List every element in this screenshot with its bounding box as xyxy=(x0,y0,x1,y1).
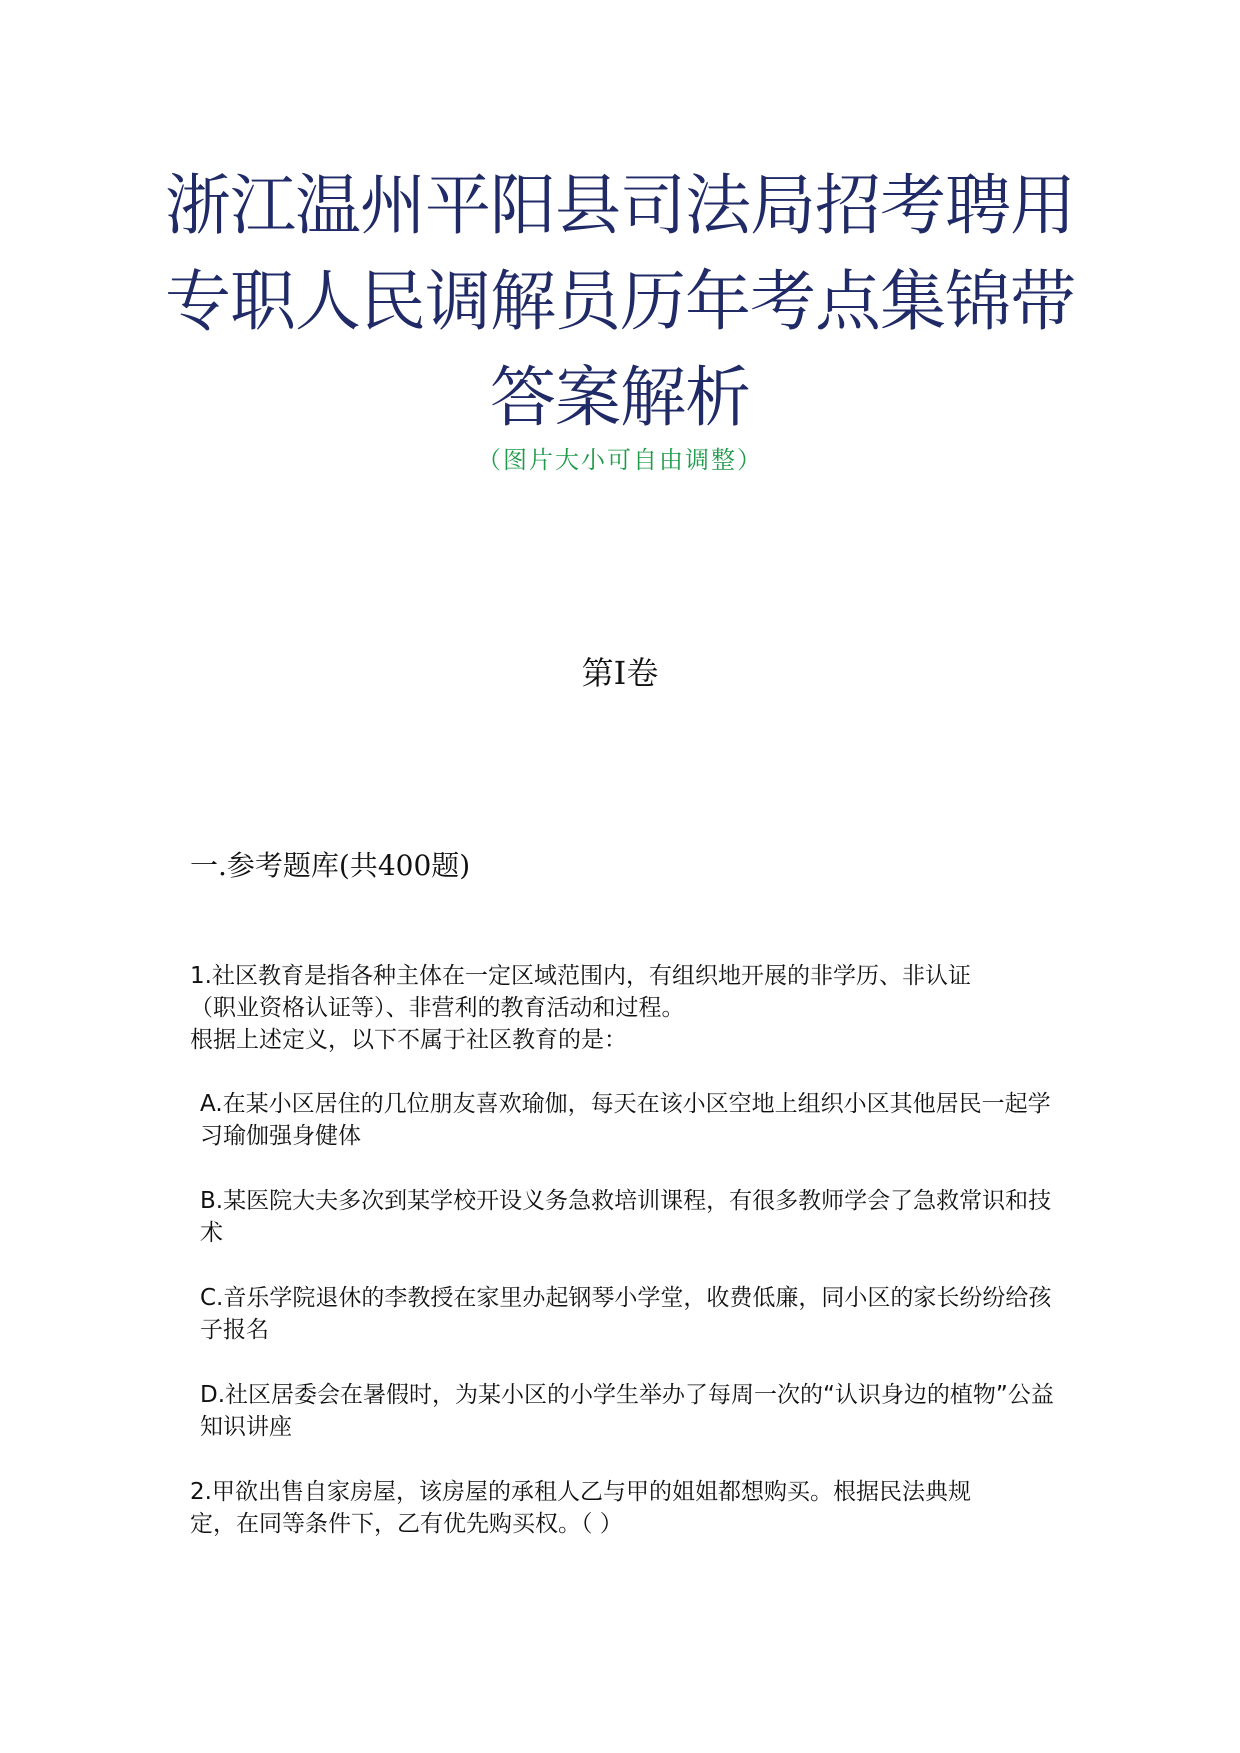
document-title xyxy=(0,158,1240,446)
question-1-option-a xyxy=(190,1088,1060,1152)
question-2-line-1: 2.甲欲出售自家房屋，该房屋的承租人乙与甲的姐姐都想购买。根据民法典规 xyxy=(190,1479,971,1505)
volume-heading: 第Ⅰ卷 xyxy=(581,654,659,692)
question-1-stem xyxy=(190,960,1060,1056)
question-2-line-2: 定，在同等条件下，乙有优先购买权。（ ） xyxy=(190,1511,623,1537)
option-c-text: C.音乐学院退休的李教授在家里办起钢琴小学堂，收费低廉，同小区的家长纷纷给孩子报名 xyxy=(200,1285,1052,1343)
question-1-line-1: 1.社区教育是指各种主体在一定区域范围内，有组织地开展的非学历、非认证 xyxy=(190,963,971,989)
image-resize-note: （图片大小可自由调整） xyxy=(477,446,763,474)
option-d-text: D.社区居委会在暑假时，为某小区的小学生举办了每周一次的“认识身边的植物”公益知识讲座 xyxy=(200,1382,1054,1440)
title-line-3: 答案解析 xyxy=(490,359,750,436)
question-list xyxy=(190,960,1060,1572)
option-b-text: B.某医院大夫多次到某学校开设义务急救培训课程，有很多教师学会了急救常识和技术 xyxy=(200,1188,1052,1246)
section-heading: 一.参考题库(共400题) xyxy=(190,849,471,882)
title-line-2: 专职人民调解员历年考点集锦带 xyxy=(165,263,1075,340)
title-line-1: 浙江温州平阳县司法局招考聘用 xyxy=(165,167,1075,244)
question-1-line-2: （职业资格认证等）、非营利的教育活动和过程。 xyxy=(190,995,685,1021)
option-a-text: A.在某小区居住的几位朋友喜欢瑜伽，每天在该小区空地上组织小区其他居民一起学习瑜伽强身健体 xyxy=(200,1091,1051,1149)
question-1-option-c xyxy=(190,1282,1060,1346)
question-1-line-3: 根据上述定义，以下不属于社区教育的是： xyxy=(190,1027,627,1053)
question-1-option-b xyxy=(190,1185,1060,1249)
question-1-option-d xyxy=(190,1379,1060,1443)
question-2-stem xyxy=(190,1476,1060,1540)
